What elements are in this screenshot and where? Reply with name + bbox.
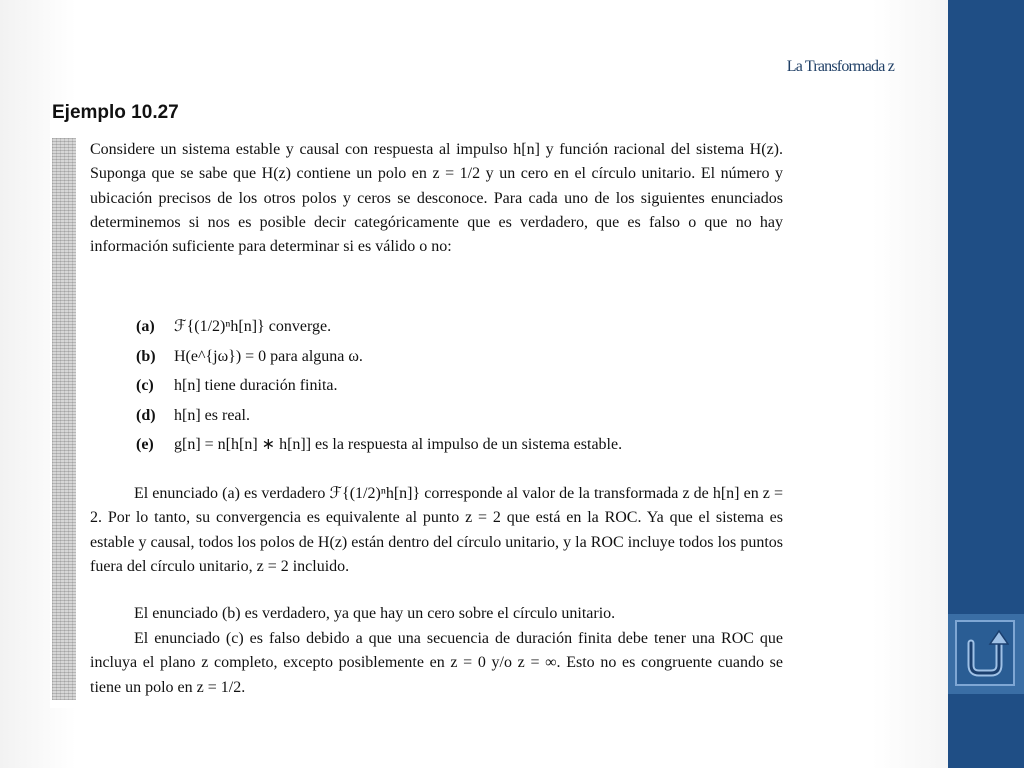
list-item (136, 312, 776, 342)
scanned-page (50, 100, 795, 708)
example-title: Ejemplo 10.27 (52, 102, 179, 123)
item-text: ℱ{(1/2)ⁿh[n]} converge. (174, 318, 332, 335)
back-button[interactable] (955, 620, 1015, 686)
answer-a-paragraph: El enunciado (a) es verdadero ℱ{(1/2)ⁿh[n]} corresponde al valor de la transformada z de h[n] en z = 2. Por lo tanto, su convergencia es equivalente al punto z = 2 que está en la ROC. Ya que el sistema es estable y causal, todos los polos de H(z) están dentro del círculo unitario, y la ROC incluye todos los puntos fuera del círculo unitario, z = 2 incluido. (90, 485, 783, 575)
item-label: (b) (136, 347, 156, 365)
item-text: h[n] tiene duración finita. (174, 377, 338, 394)
answer-b-paragraph: El enunciado (b) es verdadero, ya que hay un cero sobre el círculo unitario. (134, 605, 616, 622)
return-arrow-icon (961, 627, 1009, 679)
item-text: h[n] es real. (174, 406, 250, 424)
item-text: H(e^{jω}) = 0 para alguna ω. (174, 347, 363, 365)
list-item (136, 342, 776, 372)
answer-c-paragraph: El enunciado (c) es falso debido a que una secuencia de duración finita debe tener una ROC que incluya el plano z completo, excepto posiblemente en z = 0 y/o z = ∞. Esto no es congruente cuando se tiene un polo en z = 1/2. (90, 630, 783, 696)
item-label: (e) (136, 436, 154, 453)
item-label: (c) (136, 377, 154, 394)
list-item (136, 430, 776, 460)
scan-margin-strip (52, 138, 76, 700)
list-item (136, 371, 776, 401)
item-text: g[n] = n[h[n] ∗ h[n]] es la respuesta al impulso de un sistema estable. (174, 436, 623, 453)
item-label: (d) (136, 406, 156, 424)
statement-list (136, 312, 776, 460)
slide-title: La Transformada z (786, 58, 894, 75)
item-label: (a) (136, 318, 155, 335)
example-intro: Considere un sistema estable y causal con respuesta al impulso h[n] y función racional del sistema H(z). Suponga que se sabe que H(z) contiene un polo en z = 1/2 y un cero en el círculo unitario. El número y ubicación precisos de los otros polos y ceros se desconoce. Para cada uno de los siguientes enunciados determinemos si nos es posible decir categóricamente que es verdadero, que es falso o que no hay información suficiente para determinar si es válido o no: (90, 141, 783, 256)
list-item (136, 401, 776, 431)
